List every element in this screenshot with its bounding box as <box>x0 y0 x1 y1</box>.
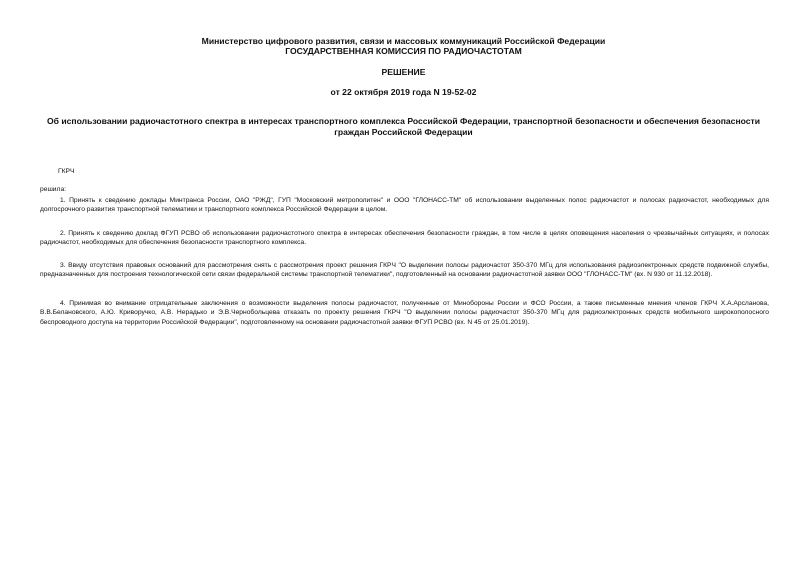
decision-paragraph-4: 4. Принимая во внимание отрицательные заключения о возможности выделения полосы радиочастот, полученные от Минобороны России и ФСО России, а также письменные мнения членов ГКРЧ Х.А.Арсланова, В.В.Белановского, А.Ю. Криворучко, А.В. Нерадько и Э.В.Чернобольцева отказать по проекту решения ГКРЧ "О выделении полосы радиочастот 350-370 МГц для радиоэлектронных средств мобильного широкополосного беспроводного доступа на территории Российской Федерации", подготовленному на основании радиочастотной заявки ФГУП РСВО (вх. N 45 от 25.01.2019). <box>40 300 769 326</box>
decided-label: решила: <box>40 186 67 193</box>
ministry-name: Министерство цифрового развития, связи и массовых коммуникаций Российской Федерации <box>201 36 606 46</box>
decision-paragraph-2: 2. Принять к сведению доклад ФГУП РСВО об использовании радиочастотного спектра в интересах обеспечения безопасности граждан, в том числе в целях оповещения населения о чрезвычайных ситуациях, и полосах радиочастот, необходимых для обеспечения безопасности транспортного комплекса. <box>40 230 769 247</box>
document-type: РЕШЕНИЕ <box>381 67 426 77</box>
commission-name: ГОСУДАРСТВЕННАЯ КОМИССИЯ ПО РАДИОЧАСТОТАМ <box>285 46 522 56</box>
decision-paragraph-1: 1. Принять к сведению доклады Минтранса России, ОАО "РЖД", ГУП "Московский метрополитен" и ООО "ГЛОНАСС-ТМ" об использовании выделенных полос радиочастот и полосах радиочастот, необходимых для долгосрочного развития транспортной телематики и транспортного комплекса Российской Федерации в целом. <box>40 197 769 214</box>
decision-paragraph-3: 3. Ввиду отсутствия правовых оснований для рассмотрения снять с рассмотрения проект решения ГКРЧ "О выделении полосы радиочастот 350-370 МГц для использования радиоэлектронных средств подвижной службы, предназначенных для построения технологической сети связи федеральной системы транспортной телематики", подготовленный на основании радиочастотной заявки ООО "ГЛОНАСС-ТМ" (вх. N 930 от 11.12.2018). <box>40 262 769 279</box>
issuer-label: ГКРЧ <box>58 168 75 175</box>
document-title: Об использовании радиочастотного спектра в интересах транспортного комплекса Российской Федерации, транспортной безопасности и обеспечения безопасности граждан Российской Федерации <box>46 116 761 137</box>
document-date-number: от 22 октября 2019 года N 19-52-02 <box>330 87 477 97</box>
